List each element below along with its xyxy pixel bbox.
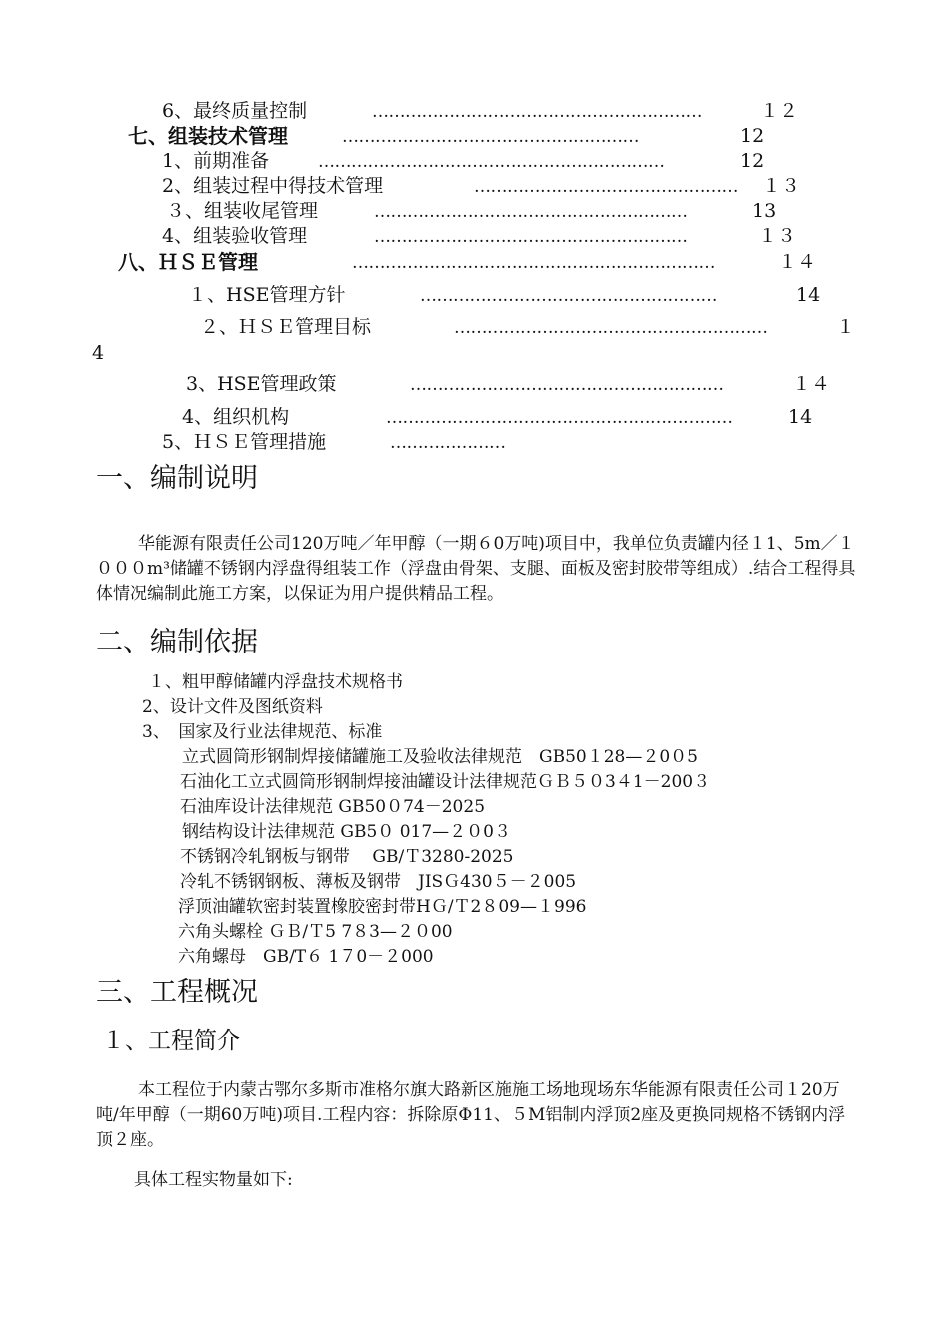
toc-label: 4、组织机构 bbox=[182, 406, 290, 428]
toc-dots: ………………………………………………… bbox=[374, 227, 688, 247]
standard-item: 立式圆筒形钢制焊接储罐施工及验收法律规范 GB50１28—２0０5 bbox=[182, 747, 698, 767]
standard-item: 六角头螺栓 ＧＢ/Ｔ5 7８3—２０00 bbox=[178, 922, 453, 942]
toc-page: １ bbox=[836, 316, 856, 338]
toc-page: １４ bbox=[778, 251, 817, 273]
toc-label: １、HSE管理方针 bbox=[188, 284, 346, 306]
toc-label: 八、ＨＳＥ管理 bbox=[118, 250, 258, 274]
list-item: 3、 国家及行业法律规范、标准 bbox=[142, 722, 383, 742]
toc-dots: ………………………………………………………… bbox=[352, 253, 715, 273]
toc-page: １３ bbox=[758, 225, 797, 247]
toc-label: 4、组装验收管理 bbox=[162, 225, 308, 247]
toc-label: 5、ＨＳＥ管理措施 bbox=[162, 431, 327, 453]
section-paragraph: 具体工程实物量如下: bbox=[134, 1170, 293, 1190]
toc-label: 4 bbox=[92, 342, 105, 364]
section-paragraph: 本工程位于内蒙古鄂尔多斯市准格尔旗大路新区施施工场地现场东华能源有限责任公司１20万吨/年甲醇（一期60万吨)项目.工程内容：拆除原Φ11、５M铝制内浮顶2座及更换同规格不锈钢内浮顶２座。 bbox=[96, 1080, 846, 1150]
toc-dots: ………………………………………………… bbox=[410, 375, 724, 395]
toc-label: ３、组装收尾管理 bbox=[166, 200, 319, 222]
toc-page: １３ bbox=[762, 175, 801, 197]
toc-dots: ……………………………………………………… bbox=[386, 408, 733, 428]
toc-page: 14 bbox=[788, 406, 813, 428]
toc-label: 七、组装技术管理 bbox=[128, 124, 288, 148]
toc-page: 12 bbox=[740, 125, 765, 147]
toc-dots: ………………… bbox=[390, 433, 506, 453]
standard-item: 不锈钢冷轧钢板与钢带 GB/Ｔ3280-2025 bbox=[180, 847, 514, 867]
toc-dots: ……………………………………………… bbox=[342, 127, 639, 147]
section-paragraph: 华能源有限责任公司120万吨／年甲醇（一期６0万吨)项目中，我单位负责罐内径１1、5m／１０００m³储罐不锈钢内浮盘得组装工作（浮盘由骨架、支腿、面板及密封胶带等组成）.结合工程得具体情况编制此施工方案，以保证为用户提供精品工程。 bbox=[96, 534, 856, 604]
list-item: １、粗甲醇储罐内浮盘技术规格书 bbox=[148, 672, 403, 692]
toc-page: 12 bbox=[740, 150, 765, 172]
toc-label: 6、最终质量控制 bbox=[162, 100, 308, 122]
toc-label: 2、组装过程中得技术管理 bbox=[162, 175, 384, 197]
toc-page: １２ bbox=[760, 100, 799, 122]
standard-item: 石油化工立式圆筒形钢制焊接油罐设计法律规范ＧＢ５０3４1－200３ bbox=[180, 772, 711, 792]
toc-dots: …………………………………………………… bbox=[372, 102, 702, 122]
toc-label: 3、HSE管理政策 bbox=[186, 373, 337, 395]
toc-page: 13 bbox=[752, 200, 777, 222]
standard-item: 冷轧不锈钢钢板、薄板及钢带 JISＧ430５－２005 bbox=[180, 872, 577, 892]
toc-dots: ……………………………………………… bbox=[420, 286, 717, 306]
section-title: 一、编制说明 bbox=[96, 463, 258, 494]
standard-item: 钢结构设计法律规范 GB5０ 017—２０0３ bbox=[182, 822, 511, 842]
toc-page: 14 bbox=[796, 284, 821, 306]
standard-item: 六角螺母 GB/T６ 1７0－２000 bbox=[178, 947, 434, 967]
toc-dots: ………………………………………………… bbox=[454, 318, 768, 338]
toc-dots: ……………………………………………………… bbox=[318, 152, 665, 172]
list-item: 2、设计文件及图纸资料 bbox=[142, 697, 323, 717]
toc-label: ２、ＨＳＥ管理目标 bbox=[200, 316, 372, 338]
toc-page: １４ bbox=[792, 373, 831, 395]
subsection-title: １、工程简介 bbox=[102, 1028, 240, 1054]
standard-item: 石油库设计法律规范 GB50０74－2025 bbox=[180, 797, 486, 817]
toc-dots: ………………………………………………… bbox=[374, 202, 688, 222]
toc-label: 1、前期准备 bbox=[162, 150, 270, 172]
standard-item: 浮顶油罐软密封装置橡胶密封带HＧ/Ｔ2８09—１996 bbox=[178, 897, 587, 917]
section-title: 二、编制依据 bbox=[96, 627, 258, 658]
toc-dots: ………………………………………… bbox=[474, 177, 738, 197]
section-title: 三、工程概况 bbox=[96, 977, 258, 1008]
